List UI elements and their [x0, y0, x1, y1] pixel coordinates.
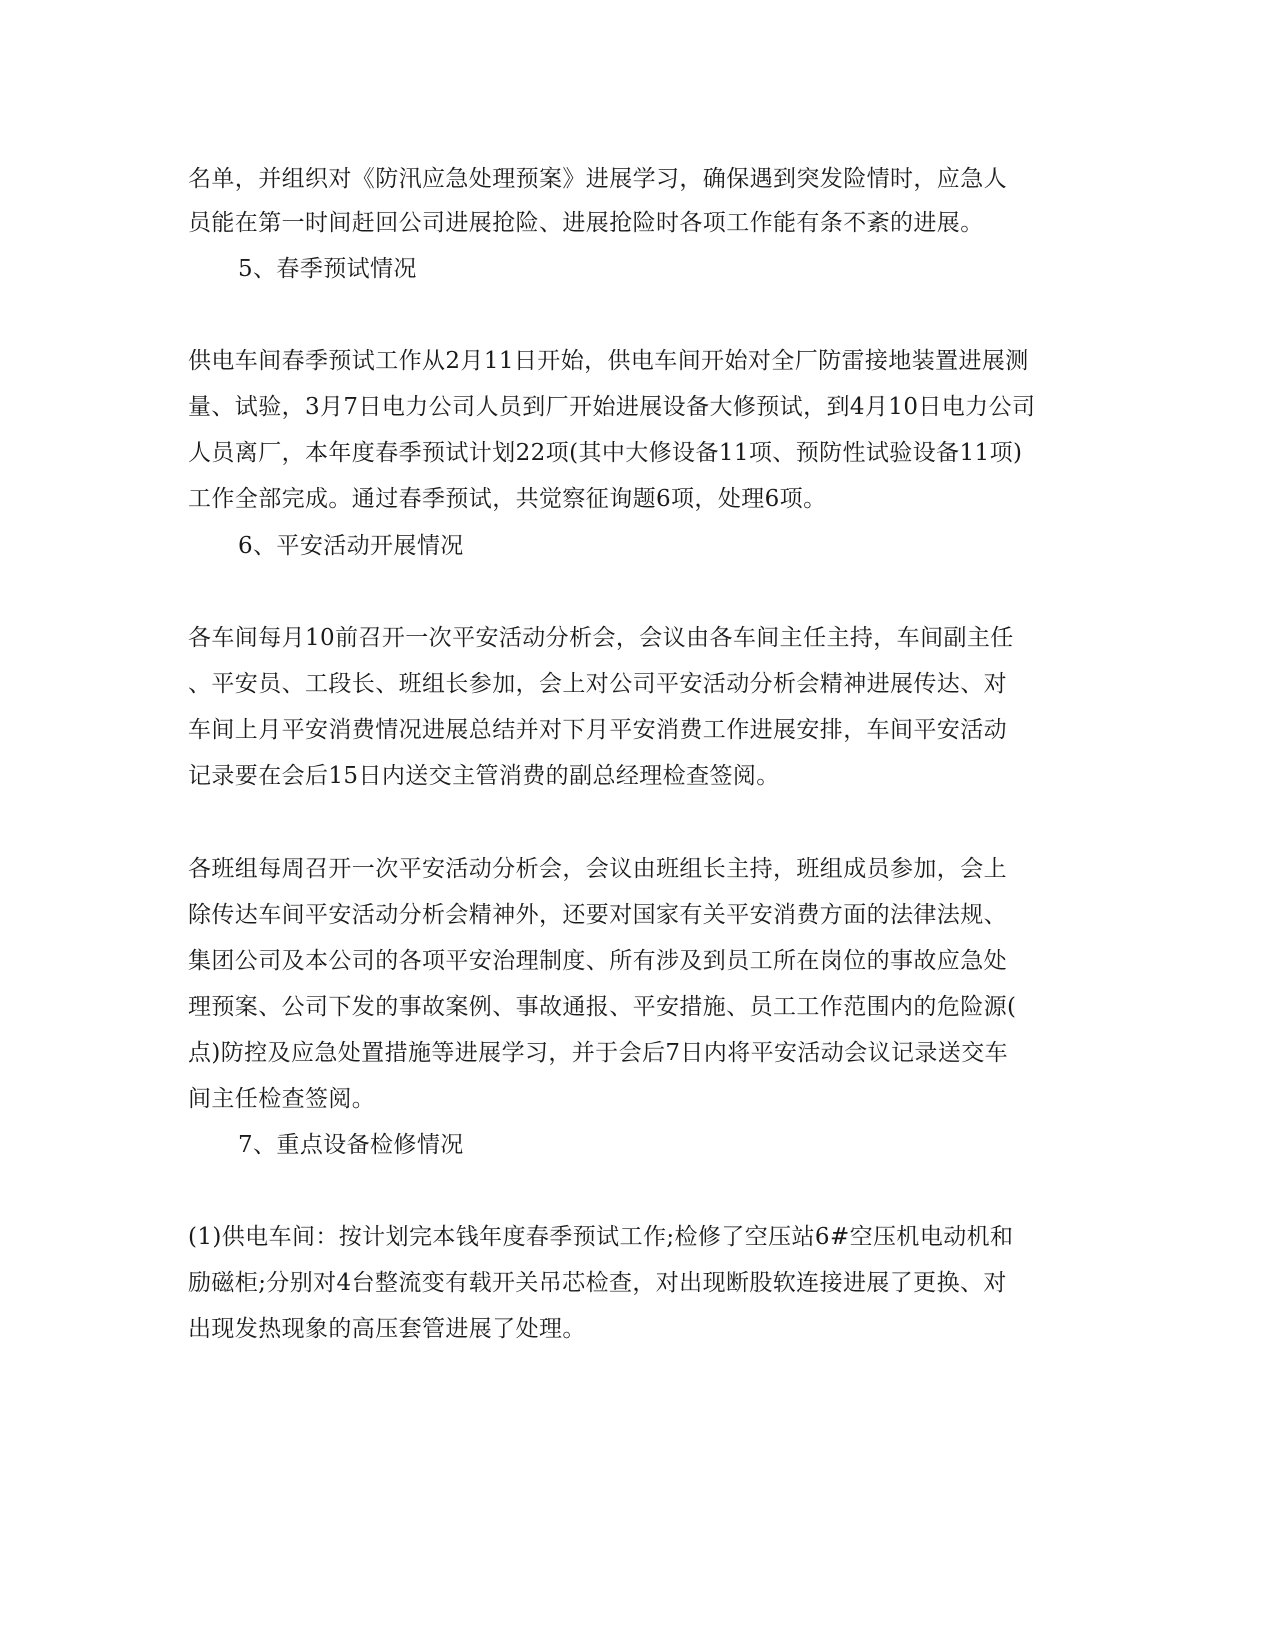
- body-text-line: 、平安员、工段长、班组长参加，会上对公司平安活动分析会精神进展传达、对: [188, 671, 1007, 697]
- body-text-line: 人员离厂，本年度春季预试计划22项(其中大修设备11项、预防性试验设备11项): [188, 440, 1023, 466]
- body-text-line: 各班组每周召开一次平安活动分析会，会议由班组长主持，班组成员参加，会上: [188, 856, 1007, 882]
- body-text-line: 集团公司及本公司的各项平安治理制度、所有涉及到员工所在岗位的事故应急处: [188, 948, 1007, 974]
- section-heading-7: 7、重点设备检修情况: [238, 1132, 464, 1158]
- body-text-line: 员能在第一时间赶回公司进展抢险、进展抢险时各项工作能有条不紊的进展。: [188, 210, 984, 236]
- body-text-line: 供电车间春季预试工作从2月11日开始，供电车间开始对全厂防雷接地装置进展测: [188, 348, 1029, 374]
- body-text-line: 各车间每月10前召开一次平安活动分析会，会议由各车间主任主持，车间副主任: [188, 625, 1014, 651]
- body-text-line: 励磁柜;分别对4台整流变有载开关吊芯检查，对出现断股软连接进展了更换、对: [188, 1270, 1007, 1296]
- body-text-line: 车间上月平安消费情况进展总结并对下月平安消费工作进展安排，车间平安活动: [188, 717, 1007, 743]
- body-text-line: 出现发热现象的高压套管进展了处理。: [188, 1316, 586, 1342]
- body-text-line: 量、试验，3月7日电力公司人员到厂开始进展设备大修预试，到4月10日电力公司: [188, 394, 1036, 420]
- body-text-line: 名单，并组织对《防汛应急处理预案》进展学习，确保遇到突发险情时，应急人: [188, 166, 1007, 192]
- body-text-line: 间主任检查签阅。: [188, 1086, 376, 1112]
- body-text-line: 点)防控及应急处置措施等进展学习，并于会后7日内将平安活动会议记录送交车: [188, 1040, 1009, 1066]
- section-heading-5: 5、春季预试情况: [238, 256, 417, 282]
- body-text-line: 理预案、公司下发的事故案例、事故通报、平安措施、员工工作范围内的危险源(: [188, 994, 1017, 1020]
- body-text-line: (1)供电车间：按计划完本钱年度春季预试工作;检修了空压站6#空压机电动机和: [188, 1224, 1014, 1250]
- body-text-line: 记录要在会后15日内送交主管消费的副总经理检查签阅。: [188, 763, 780, 789]
- body-text-line: 工作全部完成。通过春季预试，共觉察征询题6项，处理6项。: [188, 486, 827, 512]
- body-text-line: 除传达车间平安活动分析会精神外，还要对国家有关平安消费方面的法律法规、: [188, 902, 1007, 928]
- section-heading-6: 6、平安活动开展情况: [238, 533, 464, 559]
